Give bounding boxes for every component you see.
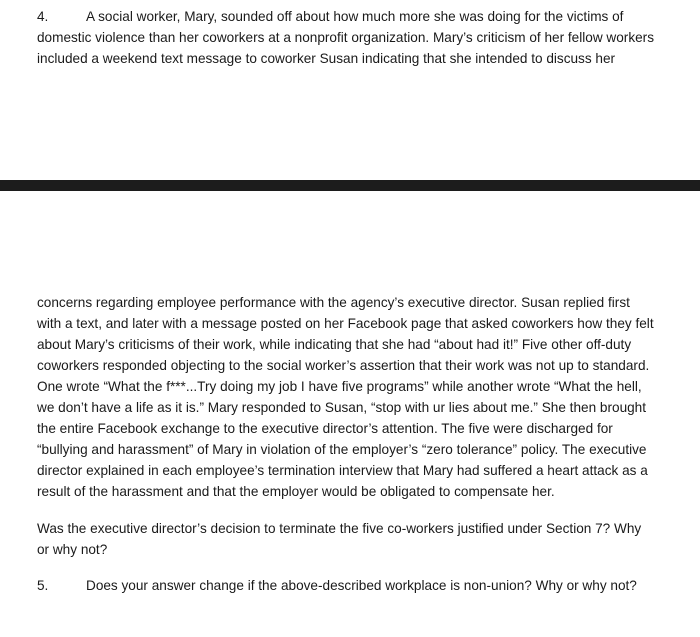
item-4-line-11: “bullying and harassment” of Mary in violation of the employer’s “zero tolerance” policy. The executive [37, 442, 647, 457]
item-4-line-3: included a weekend text message to coworker Susan indicating that she intended to discuss her [37, 51, 616, 66]
page-break-bar [0, 180, 700, 191]
item-4-line-6: about Mary’s criticisms of their work, while indicating that she had “about had it!” Five other off-duty [37, 337, 632, 352]
item-4-line-7: coworkers responded objecting to the social worker’s assertion that their work was not up to standard. [37, 358, 650, 373]
item-4-line-1: A social worker, Mary, sounded off about how much more she was doing for the victims of [86, 9, 624, 24]
question-line-2: or why not? [37, 542, 108, 557]
item-4-number: 4. [37, 9, 49, 24]
item-4-line-12: director explained in each employee’s termination interview that Mary had suffered a heart attack as a [37, 463, 648, 478]
item-4-line-13: result of the harassment and that the employer would be obligated to compensate her. [37, 484, 555, 499]
item-5-text: Does your answer change if the above-described workplace is non-union? Why or why not? [86, 578, 637, 593]
item-4-line-4: concerns regarding employee performance with the agency’s executive director. Susan replied first [37, 295, 630, 310]
item-4-line-10: the entire Facebook exchange to the executive director’s attention. The five were discharged for [37, 421, 613, 436]
question-line-1: Was the executive director’s decision to terminate the five co-workers justified under Section 7? Why [37, 521, 642, 536]
item-4-line-9: we don’t have a life as it is.” Mary responded to Susan, “stop with ur lies about me.” She then brought [37, 400, 647, 415]
item-4-line-8: One wrote “What the f***...Try doing my job I have five programs” while another wrote “What the hell, [37, 379, 642, 394]
item-4-line-2: domestic violence than her coworkers at a nonprofit organization. Mary’s criticism of her fellow workers [37, 30, 655, 45]
item-4-line-5: with a text, and later with a message posted on her Facebook page that asked coworkers how they felt [37, 316, 654, 331]
item-5-number: 5. [37, 578, 49, 593]
